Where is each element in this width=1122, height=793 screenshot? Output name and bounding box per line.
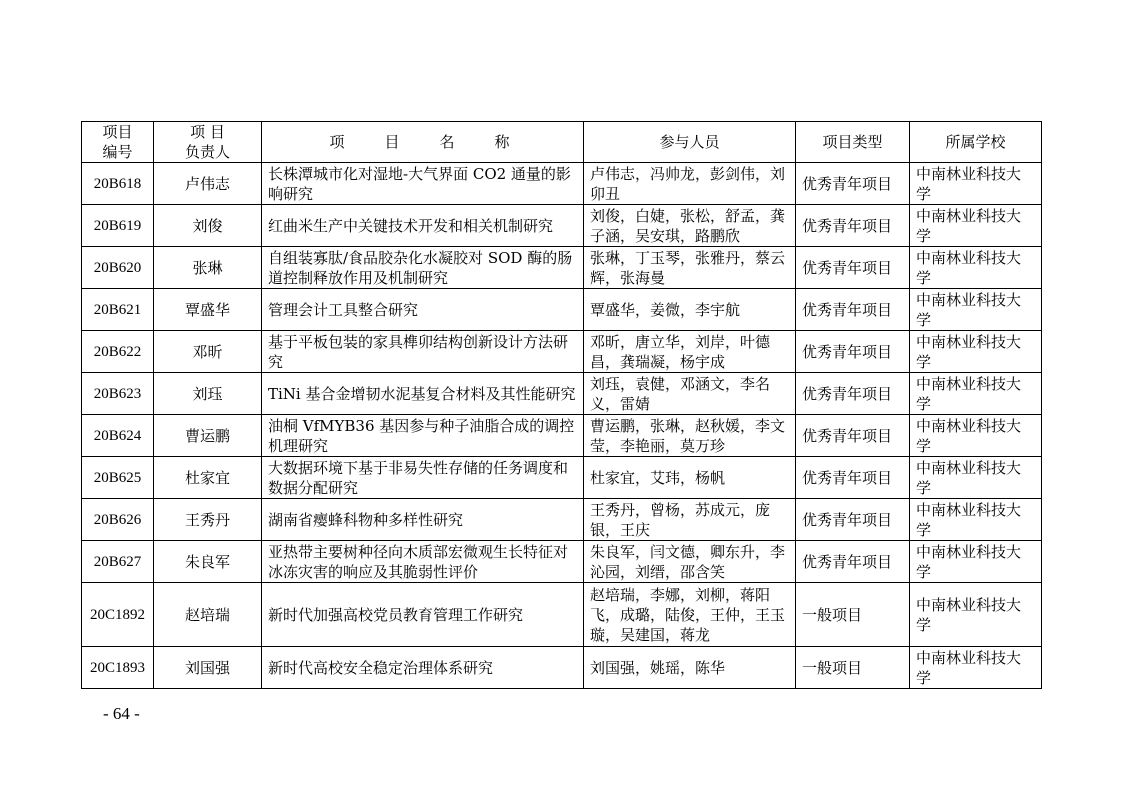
cell-project-type: 优秀青年项目: [796, 247, 910, 289]
cell-school: 中南林业科技大学: [910, 647, 1042, 689]
cell-project-lead: 张琳: [154, 247, 262, 289]
table-row: [82, 499, 1042, 541]
cell-members: 赵培瑞，李娜，刘柳，蒋阳飞，成璐，陆俊，王仲，王玉璇，吴建国，蒋龙: [584, 583, 796, 647]
cell-members: 王秀丹，曾杨，苏成元，庞银，王庆: [584, 499, 796, 541]
table-row: [82, 583, 1042, 647]
cell-project-type: 优秀青年项目: [796, 541, 910, 583]
cell-project-type: 优秀青年项目: [796, 163, 910, 205]
cell-project-lead: 曹运鹏: [154, 415, 262, 457]
cell-project-id: 20B622: [82, 331, 154, 373]
cell-school: 中南林业科技大学: [910, 541, 1042, 583]
project-table: [81, 121, 1042, 689]
cell-members: 曹运鹏，张琳，赵秋媛，李文莹，李艳丽，莫万珍: [584, 415, 796, 457]
cell-school: 中南林业科技大学: [910, 415, 1042, 457]
cell-project-lead: 刘国强: [154, 647, 262, 689]
cell-project-name: 自组装寡肽/食品胶杂化水凝胶对 SOD 酶的肠道控制释放作用及机制研究: [262, 247, 584, 289]
cell-project-name: 基于平板包装的家具榫卯结构创新设计方法研究: [262, 331, 584, 373]
cell-project-id: 20B624: [82, 415, 154, 457]
cell-project-lead: 杜家宜: [154, 457, 262, 499]
cell-school: 中南林业科技大学: [910, 163, 1042, 205]
cell-project-lead: 覃盛华: [154, 289, 262, 331]
cell-project-lead: 赵培瑞: [154, 583, 262, 647]
cell-project-id: 20B621: [82, 289, 154, 331]
cell-project-name: 大数据环境下基于非易失性存储的任务调度和数据分配研究: [262, 457, 584, 499]
cell-members: 邓昕，唐立华，刘岸，叶德昌，龚瑞凝，杨宇成: [584, 331, 796, 373]
cell-project-type: 优秀青年项目: [796, 415, 910, 457]
cell-project-name: 湖南省瘿蜂科物种多样性研究: [262, 499, 584, 541]
cell-members: 杜家宜，艾玮，杨帆: [584, 457, 796, 499]
cell-project-id: 20C1892: [82, 583, 154, 647]
header-project-lead: [154, 122, 262, 163]
table-row: [82, 331, 1042, 373]
cell-project-id: 20B619: [82, 205, 154, 247]
cell-project-id: 20B618: [82, 163, 154, 205]
cell-project-type: 优秀青年项目: [796, 499, 910, 541]
cell-school: 中南林业科技大学: [910, 457, 1042, 499]
header-lead-line2: 负责人: [184, 143, 230, 161]
table-row: [82, 457, 1042, 499]
cell-school: 中南林业科技大学: [910, 205, 1042, 247]
cell-project-id: 20B625: [82, 457, 154, 499]
cell-project-type: 优秀青年项目: [796, 205, 910, 247]
cell-project-type: 优秀青年项目: [796, 331, 910, 373]
cell-members: 刘国强，姚瑶，陈华: [584, 647, 796, 689]
cell-project-id: 20B620: [82, 247, 154, 289]
table-body: [82, 163, 1042, 689]
cell-project-lead: 朱良军: [154, 541, 262, 583]
cell-members: 刘俊，白婕，张松，舒孟，龚子涵，吴安琪，路鹏欣: [584, 205, 796, 247]
table-row: [82, 415, 1042, 457]
cell-project-id: 20B626: [82, 499, 154, 541]
cell-project-type: 优秀青年项目: [796, 457, 910, 499]
table-row: [82, 205, 1042, 247]
cell-members: 刘珏，袁健，邓涵文，李名义，雷婧: [584, 373, 796, 415]
cell-project-name: 新时代高校安全稳定治理体系研究: [262, 647, 584, 689]
cell-project-name: TiNi 基合金增韧水泥基复合材料及其性能研究: [262, 373, 584, 415]
cell-members: 覃盛华，姜微，李宇航: [584, 289, 796, 331]
cell-project-lead: 邓昕: [154, 331, 262, 373]
table-row: [82, 541, 1042, 583]
cell-project-name: 长株潭城市化对湿地-大气界面 CO2 通量的影响研究: [262, 163, 584, 205]
header-id-line2: 编号: [102, 143, 133, 161]
cell-project-lead: 卢伟志: [154, 163, 262, 205]
cell-school: 中南林业科技大学: [910, 331, 1042, 373]
header-members: 参与人员: [584, 122, 796, 163]
cell-project-id: 20B627: [82, 541, 154, 583]
cell-project-id: 20B623: [82, 373, 154, 415]
cell-project-lead: 刘珏: [154, 373, 262, 415]
cell-school: 中南林业科技大学: [910, 247, 1042, 289]
cell-project-lead: 刘俊: [154, 205, 262, 247]
cell-project-name: 油桐 VfMYB36 基因参与种子油脂合成的调控机理研究: [262, 415, 584, 457]
cell-project-type: 优秀青年项目: [796, 373, 910, 415]
cell-project-name: 新时代加强高校党员教育管理工作研究: [262, 583, 584, 647]
cell-project-type: 优秀青年项目: [796, 289, 910, 331]
table-row: [82, 247, 1042, 289]
table-row: [82, 289, 1042, 331]
cell-project-type: 一般项目: [796, 647, 910, 689]
cell-members: 卢伟志，冯帅龙，彭剑伟，刘卯丑: [584, 163, 796, 205]
header-project-name: 项目名称: [262, 122, 584, 163]
cell-members: 朱良军，闫文德，卿东升，李沁园，刘缙，邵含笑: [584, 541, 796, 583]
cell-project-name: 管理会计工具整合研究: [262, 289, 584, 331]
header-project-type: 项目类型: [796, 122, 910, 163]
header-school: 所属学校: [910, 122, 1042, 163]
header-project-id: [82, 122, 154, 163]
cell-project-id: 20C1893: [82, 647, 154, 689]
cell-project-name: 亚热带主要树种径向木质部宏微观生长特征对冰冻灾害的响应及其脆弱性评价: [262, 541, 584, 583]
table-header-row: [82, 122, 1042, 163]
cell-school: 中南林业科技大学: [910, 289, 1042, 331]
cell-project-name: 红曲米生产中关键技术开发和相关机制研究: [262, 205, 584, 247]
page-number: - 64 -: [103, 704, 140, 723]
cell-project-type: 一般项目: [796, 583, 910, 647]
cell-school: 中南林业科技大学: [910, 499, 1042, 541]
cell-school: 中南林业科技大学: [910, 373, 1042, 415]
table-row: [82, 647, 1042, 689]
cell-school: 中南林业科技大学: [910, 583, 1042, 647]
header-id-line1: 项目: [102, 123, 133, 141]
table-row: [82, 163, 1042, 205]
header-lead-line1: 项 目: [190, 123, 225, 141]
cell-project-lead: 王秀丹: [154, 499, 262, 541]
cell-members: 张琳，丁玉琴，张雅丹，蔡云辉，张海曼: [584, 247, 796, 289]
table-row: [82, 373, 1042, 415]
